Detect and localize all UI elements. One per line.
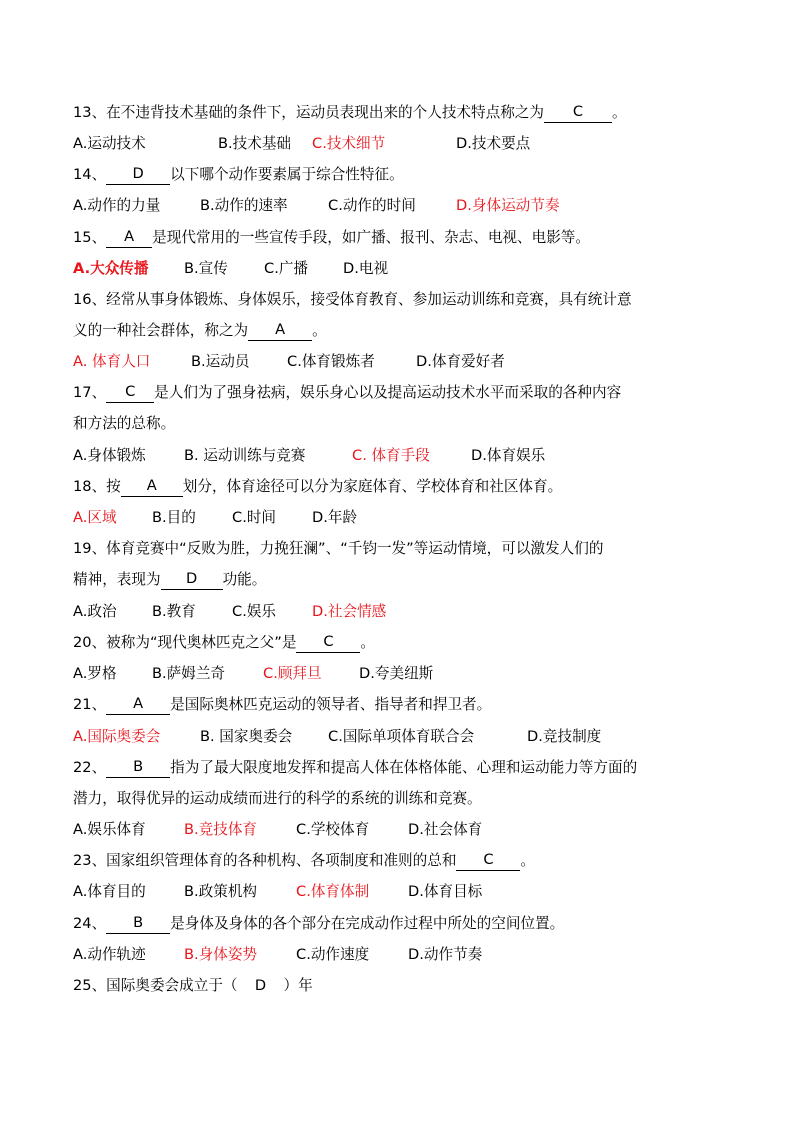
question-stem: 14、 (73, 166, 107, 183)
option-d: D.夸美纽斯 (359, 665, 434, 682)
option-a-correct: A.区域 (73, 509, 117, 526)
question-stem: 17、 (73, 384, 107, 401)
option-a: A.运动技术 (73, 135, 146, 152)
question-stem: 和方法的总称。 (73, 415, 176, 432)
option-c: C.娱乐 (232, 603, 277, 620)
question-stem: 16、经常从事身体锻炼、身体娱乐，接受体育教育、参加运动训练和竞赛，具有统计意 (73, 291, 632, 308)
question-stem-end: 。 (312, 322, 327, 339)
option-b: B.政策机构 (184, 883, 258, 900)
option-c-correct: C. 体育手段 (352, 447, 430, 464)
question-21 (73, 693, 491, 717)
question-stem: 21、 (73, 696, 107, 713)
answer-blank: D (106, 165, 170, 185)
question-stem-end: 是国际奥林匹克运动的领导者、指导者和捍卫者。 (170, 696, 492, 713)
option-a: A.罗格 (73, 665, 117, 682)
answer-blank: C (106, 383, 154, 403)
question-15 (73, 226, 590, 250)
question-stem: 25、国际奥委会成立于（ (73, 977, 238, 994)
question-22 (73, 756, 637, 780)
option-d: D.体育爱好者 (416, 353, 505, 370)
answer-blank: B (106, 758, 170, 778)
answer-blank: A (106, 228, 152, 248)
question-stem: 20、被称为“现代奥林匹克之父”是 (73, 634, 297, 651)
question-17-line2 (73, 412, 175, 436)
option-c: C.时间 (232, 509, 277, 526)
question-stem-end: 指为了最大限度地发挥和提高人体在体格体能、心理和运动能力等方面的 (170, 759, 638, 776)
question-stem: 15、 (73, 229, 107, 246)
option-a: A.身体锻炼 (73, 447, 146, 464)
option-d: D.电视 (343, 260, 389, 277)
answer-blank: C (544, 103, 612, 123)
option-c: C.国际单项体育联合会 (328, 728, 475, 745)
answer-blank: C (456, 851, 520, 871)
question-19 (73, 537, 603, 561)
option-c-correct: C.顾拜旦 (263, 665, 322, 682)
option-b: B.教育 (152, 603, 196, 620)
question-stem: 23、国家组织管理体育的各种机构、各项制度和准则的总和 (73, 852, 457, 869)
option-c: C.体育锻炼者 (287, 353, 375, 370)
option-b: B.萨姆兰奇 (152, 665, 226, 682)
question-20 (73, 631, 375, 655)
question-stem: 精神，表现为 (73, 571, 161, 588)
option-b: B. 运动训练与竞赛 (184, 447, 306, 464)
answer-paren: D (254, 977, 267, 994)
question-22-line2 (73, 787, 482, 811)
option-a: A.体育目的 (73, 883, 146, 900)
question-16 (73, 288, 632, 312)
option-a: A.娱乐体育 (73, 821, 146, 838)
answer-blank: A (106, 695, 170, 715)
question-stem-end: 划分，体育途径可以分为家庭体育、学校体育和社区体育。 (182, 478, 563, 495)
option-b: B.宣传 (184, 260, 228, 277)
option-c: C.动作速度 (296, 946, 370, 963)
option-b: B.运动员 (191, 353, 250, 370)
option-b: B. 国家奥委会 (200, 728, 293, 745)
question-stem: 18、按 (73, 478, 121, 495)
option-c-correct: C.体育体制 (296, 883, 370, 900)
answer-blank: C (296, 633, 360, 653)
option-b-correct: B.身体姿势 (184, 946, 258, 963)
question-stem: 22、 (73, 759, 107, 776)
option-d-correct: D.社会情感 (312, 603, 387, 620)
option-d-correct: D.身体运动节奏 (456, 197, 560, 214)
question-stem-end: 以下哪个动作要素属于综合性特征。 (170, 166, 404, 183)
question-13 (73, 101, 627, 125)
answer-blank: B (106, 914, 170, 934)
question-stem-end: 是现代常用的一些宣传手段，如广播、报刊、杂志、电视、电影等。 (152, 229, 590, 246)
option-c: C.动作的时间 (328, 197, 416, 214)
question-18 (73, 475, 562, 499)
option-d: D.技术要点 (456, 135, 531, 152)
option-a-correct: A.大众传播 (73, 260, 149, 277)
answer-blank: A (248, 321, 312, 341)
option-b-correct: B.竞技体育 (184, 821, 258, 838)
question-24 (73, 912, 564, 936)
option-d: D.体育娱乐 (471, 447, 546, 464)
question-stem-end: ）年 (283, 977, 313, 994)
option-c: C.广播 (264, 260, 309, 277)
question-19-line2 (73, 568, 266, 592)
option-a-correct: A. 体育人口 (73, 353, 151, 370)
question-stem: 义的一种社会群体，称之为 (73, 322, 249, 339)
question-stem: 13、在不违背技术基础的条件下，运动员表现出来的个人技术特点称之为 (73, 104, 544, 121)
option-a: A.政治 (73, 603, 117, 620)
option-d: D.社会体育 (408, 821, 483, 838)
question-17 (73, 381, 621, 405)
option-b: B.技术基础 (218, 135, 292, 152)
question-25 (73, 974, 313, 998)
question-14 (73, 163, 404, 187)
answer-blank: D (161, 570, 223, 590)
question-stem-end: 。 (611, 104, 627, 121)
option-c-correct: C.技术细节 (312, 135, 386, 152)
option-d: D.年龄 (312, 509, 358, 526)
option-d: D.竞技制度 (527, 728, 602, 745)
question-23 (73, 849, 535, 873)
question-stem: 潜力，取得优异的运动成绩而进行的科学的系统的训练和竞赛。 (73, 790, 482, 807)
option-a-correct: A.国际奥委会 (73, 728, 161, 745)
question-stem-end: 是人们为了强身祛病，娱乐身心以及提高运动技术水平而采取的各种内容 (154, 384, 622, 401)
option-c: C.学校体育 (296, 821, 370, 838)
option-a: A.动作轨迹 (73, 946, 146, 963)
option-d: D.体育目标 (408, 883, 483, 900)
answer-blank: A (121, 477, 183, 497)
question-stem: 19、体育竞赛中“反败为胜，力挽狂澜”、“千钧一发”等运动情境，可以激发人们的 (73, 540, 604, 557)
question-stem-end: 功能。 (222, 571, 267, 588)
option-b: B.动作的速率 (200, 197, 288, 214)
option-b: B.目的 (152, 509, 196, 526)
question-stem-end: 。 (360, 634, 376, 651)
question-stem-end: 是身体及身体的各个部分在完成动作过程中所处的空间位置。 (170, 915, 565, 932)
option-d: D.动作节奏 (408, 946, 483, 963)
question-stem-end: 。 (520, 852, 536, 869)
question-stem: 24、 (73, 915, 107, 932)
option-a: A.动作的力量 (73, 197, 161, 214)
question-16-line2 (73, 319, 327, 343)
